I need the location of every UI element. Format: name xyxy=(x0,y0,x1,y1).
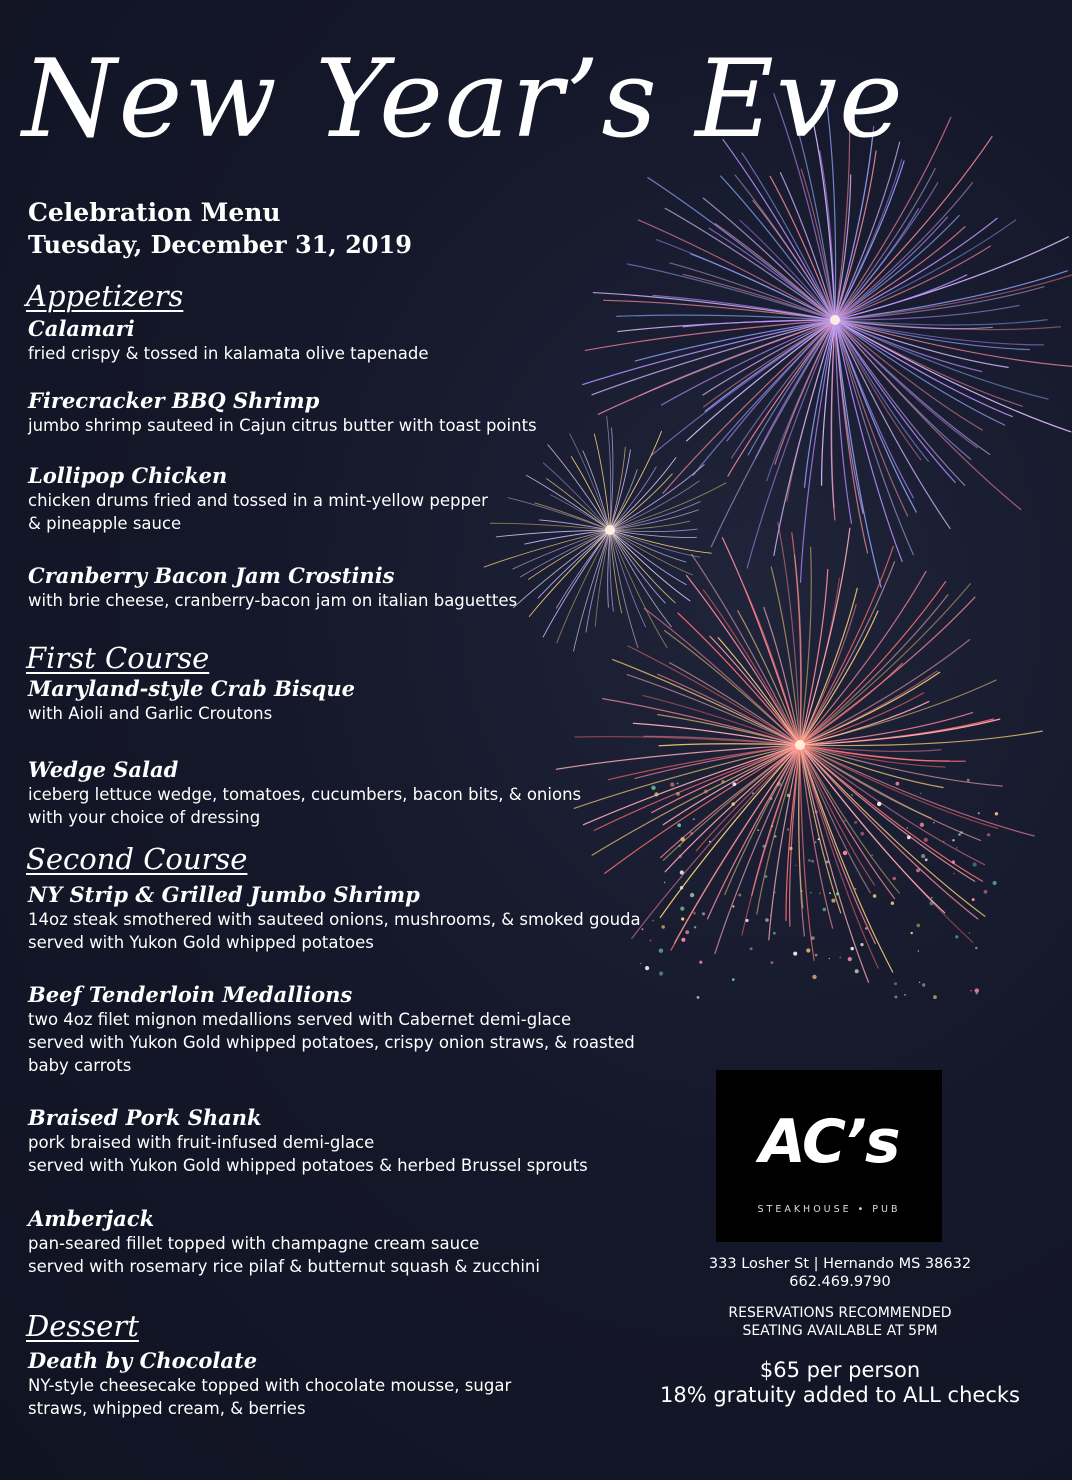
menu-item xyxy=(28,676,355,725)
menu-item-desc: served with Yukon Gold whipped potatoes xyxy=(28,933,374,952)
menu-item-desc: served with rosemary rice pilaf & butternut squash & zucchini xyxy=(28,1257,540,1276)
seating-note: SEATING AVAILABLE AT 5PM xyxy=(742,1323,938,1339)
menu-item xyxy=(28,1206,540,1278)
menu-item xyxy=(28,388,537,437)
menu-item-desc: pan-seared fillet topped with champagne cream sauce xyxy=(28,1234,480,1253)
section-heading-dessert: Dessert xyxy=(26,1309,139,1343)
menu-item-desc: pork braised with fruit-infused demi-glace xyxy=(28,1133,375,1152)
menu-item-name: Calamari xyxy=(28,316,135,341)
menu-item-name: Wedge Salad xyxy=(28,757,179,782)
gratuity-text: 18% gratuity added to ALL checks xyxy=(660,1383,1020,1407)
menu-item-desc: 14oz steak smothered with sauteed onions, mushrooms, & smoked gouda xyxy=(28,910,641,929)
menu-item xyxy=(28,982,635,1077)
price-text: $65 per person xyxy=(759,1358,921,1382)
menu-item xyxy=(28,1105,588,1177)
menu-item-desc: served with Yukon Gold whipped potatoes, crispy onion straws, & roasted xyxy=(28,1033,635,1052)
menu-item-desc: two 4oz filet mignon medallions served with Cabernet demi-glace xyxy=(28,1010,572,1029)
menu-item-desc: with your choice of dressing xyxy=(28,808,261,827)
section-heading-first-course: First Course xyxy=(26,641,210,675)
menu-item-desc: baby carrots xyxy=(28,1056,132,1075)
menu-item-name: Death by Chocolate xyxy=(28,1348,258,1373)
phone-text: 662.469.9790 xyxy=(789,1274,891,1290)
reservations-note: RESERVATIONS RECOMMENDED xyxy=(728,1305,952,1321)
menu-item-name: Maryland-style Crab Bisque xyxy=(28,676,355,701)
menu-item-desc: jumbo shrimp sauteed in Cajun citrus butter with toast points xyxy=(28,416,537,435)
menu-item-desc: with Aioli and Garlic Croutons xyxy=(28,704,273,723)
menu-item xyxy=(28,882,641,954)
firework-purple-burst xyxy=(583,90,1072,588)
menu-item xyxy=(28,757,581,829)
menu-item-name: Braised Pork Shank xyxy=(28,1105,262,1130)
menu-item xyxy=(28,463,488,535)
event-date: Tuesday, December 31, 2019 xyxy=(28,230,412,259)
menu-item-desc: iceberg lettuce wedge, tomatoes, cucumbers, bacon bits, & onions xyxy=(28,785,582,804)
menu-item-desc: chicken drums fried and tossed in a mint-yellow pepper xyxy=(28,491,488,510)
firework-white-burst xyxy=(484,416,726,651)
address-text: 333 Losher St | Hernando MS 38632 xyxy=(708,1256,972,1272)
menu-item-name: Firecracker BBQ Shrimp xyxy=(28,388,320,413)
logo-tagline: STEAKHOUSE • PUB xyxy=(757,1204,901,1215)
menu-item-name: Amberjack xyxy=(28,1206,155,1231)
menu-item-desc: fried crispy & tossed in kalamata olive tapenade xyxy=(28,344,429,363)
menu-item-desc: NY-style cheesecake topped with chocolate mousse, sugar xyxy=(28,1376,512,1395)
menu-item xyxy=(28,1348,511,1420)
menu-item xyxy=(28,316,429,365)
section-heading-second-course: Second Course xyxy=(26,842,248,876)
menu-item-desc: served with Yukon Gold whipped potatoes & herbed Brussel sprouts xyxy=(28,1156,588,1175)
menu-item xyxy=(28,563,517,612)
section-heading-appetizers: Appetizers xyxy=(26,279,184,313)
menu-item-name: NY Strip & Grilled Jumbo Shrimp xyxy=(28,882,420,907)
logo-wordmark: AC’s xyxy=(759,1107,899,1177)
menu-item-desc: with brie cheese, cranberry-bacon jam on italian baguettes xyxy=(28,591,518,610)
menu-subtitle: Celebration Menu xyxy=(28,198,281,227)
menu-item-name: Lollipop Chicken xyxy=(28,463,228,488)
page-title: New Year’s Eve xyxy=(22,37,905,162)
menu-item-desc: straws, whipped cream, & berries xyxy=(28,1399,306,1418)
menu-item-name: Cranberry Bacon Jam Crostinis xyxy=(28,563,395,588)
menu-item-name: Beef Tenderloin Medallions xyxy=(28,982,353,1007)
menu-item-desc: & pineapple sauce xyxy=(28,514,182,533)
restaurant-logo xyxy=(716,1070,942,1242)
